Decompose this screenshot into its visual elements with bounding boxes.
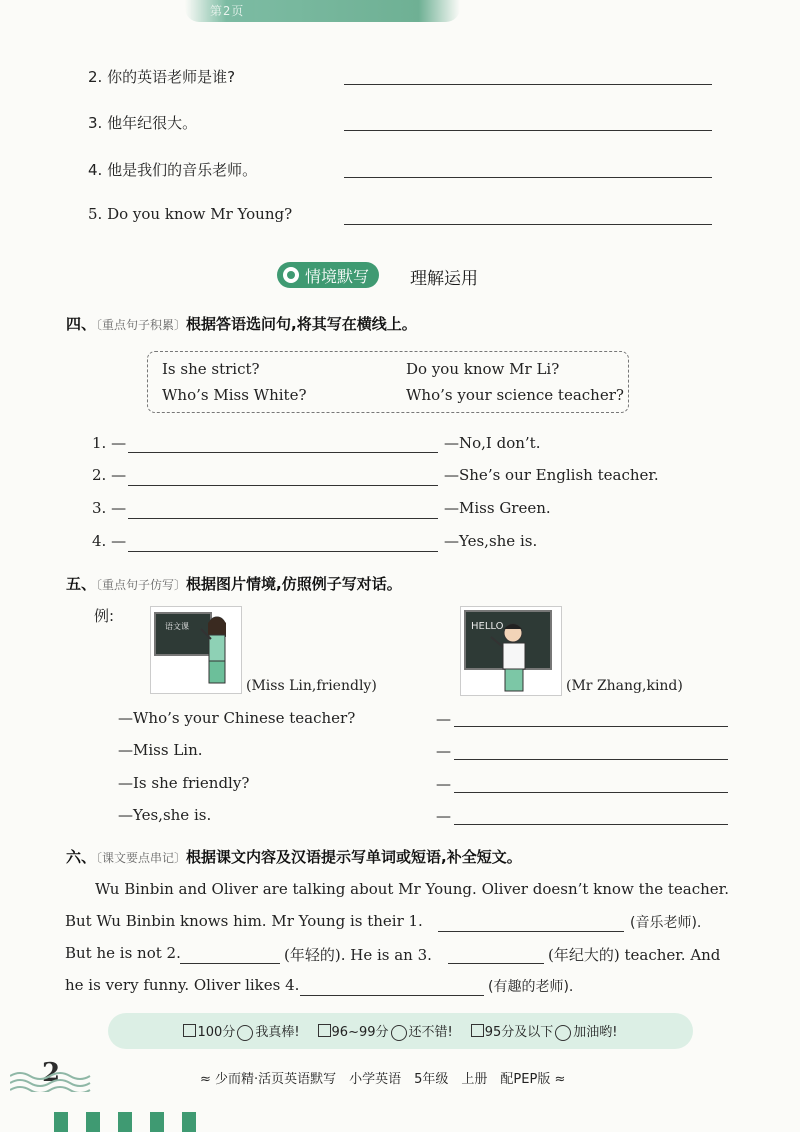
wave-decoration-icon xyxy=(10,1070,100,1092)
q4-answer-3: —Miss Green. xyxy=(444,499,551,517)
passage-line-1: Wu Binbin and Oliver are talking about Mr Young. Oliver doesn’t know the teacher. xyxy=(95,880,729,898)
answer-line[interactable] xyxy=(344,177,712,178)
footer-text: ≈ 少而精·活页英语默写 小学英语 5年级 上册 配PEP版 ≈ xyxy=(200,1072,566,1087)
blank-4[interactable] xyxy=(300,995,484,996)
q3-item-3: 3. 他年纪很大。 xyxy=(88,114,198,132)
dash: — xyxy=(436,807,451,825)
checkbox-icon xyxy=(183,1024,196,1037)
blank-1[interactable] xyxy=(438,931,624,932)
answer-line[interactable] xyxy=(454,824,728,825)
q3-item-4: 4. 他是我们的音乐老师。 xyxy=(88,161,258,179)
cheer-face-icon xyxy=(555,1025,571,1041)
right-caption: (Mr Zhang,kind) xyxy=(566,678,683,694)
board-text-left: 语文课 xyxy=(165,622,189,631)
passage-line-4b: (有趣的老师). xyxy=(488,979,574,995)
teacher-zhang-illustration xyxy=(461,607,561,695)
picture-teacher-zhang xyxy=(460,606,562,696)
part5-heading: 五、〔重点句子仿写〕根据图片情境,仿照例子写对话。 xyxy=(66,575,402,593)
example-label: 例: xyxy=(94,607,115,625)
answer-line[interactable] xyxy=(454,759,728,760)
dash: — xyxy=(436,710,451,728)
answer-line[interactable] xyxy=(128,518,438,519)
banner-text: 第2页 xyxy=(210,4,245,18)
answer-line[interactable] xyxy=(128,551,438,552)
dialogue-line-1: —Who’s your Chinese teacher? xyxy=(118,709,356,727)
passage-line-4a: he is very funny. Oliver likes 4. xyxy=(65,976,300,994)
answer-line[interactable] xyxy=(344,130,712,131)
checkbox-icon xyxy=(471,1024,484,1037)
option-3: Who’s Miss White? xyxy=(162,386,307,404)
dialogue-line-4: —Yes,she is. xyxy=(118,806,212,824)
q4-answer-4: —Yes,she is. xyxy=(444,532,538,550)
q4-num-1: 1. — xyxy=(92,434,127,452)
part4-heading: 四、〔重点句子积累〕根据答语选问句,将其写在横线上。 xyxy=(66,315,417,333)
passage-line-3b: (年轻的). He is an 3. xyxy=(284,946,432,964)
option-1: Is she strict? xyxy=(162,360,260,378)
content-face-icon xyxy=(391,1025,407,1041)
answer-line[interactable] xyxy=(128,452,438,453)
answer-line[interactable] xyxy=(128,485,438,486)
option-4: Who’s your science teacher? xyxy=(406,386,624,404)
board-text-right: HELLO xyxy=(471,621,504,632)
dash: — xyxy=(436,775,451,793)
passage-line-3a: But he is not 2. xyxy=(65,944,181,962)
q4-num-4: 4. — xyxy=(92,532,127,550)
checkbox-icon xyxy=(318,1024,331,1037)
dialogue-line-2: —Miss Lin. xyxy=(118,741,203,759)
q4-num-2: 2. — xyxy=(92,466,127,484)
score-option-3[interactable]: 95分及以下 加油哟! xyxy=(471,1021,618,1041)
top-banner xyxy=(185,0,460,22)
dash: — xyxy=(436,742,451,760)
blank-3[interactable] xyxy=(448,963,544,964)
q4-answer-2: —She’s our English teacher. xyxy=(444,466,659,484)
q3-item-5: 5. Do you know Mr Young? xyxy=(88,205,293,223)
answer-line[interactable] xyxy=(454,792,728,793)
answer-line[interactable] xyxy=(344,224,712,225)
q3-item-2: 2. 你的英语老师是谁? xyxy=(88,68,236,86)
q4-answer-1: —No,I don’t. xyxy=(444,434,541,452)
picture-teacher-lin xyxy=(150,606,242,694)
passage-line-2a: But Wu Binbin knows him. Mr Young is their 1. xyxy=(65,912,423,930)
blank-2[interactable] xyxy=(180,963,280,964)
section-banner: 情境默写 xyxy=(277,262,379,288)
section-subtitle: 理解运用 xyxy=(410,269,478,289)
smile-face-icon xyxy=(237,1025,253,1041)
camera-icon xyxy=(283,267,299,283)
option-2: Do you know Mr Li? xyxy=(406,360,560,378)
bottom-block xyxy=(54,1112,68,1132)
bottom-block xyxy=(86,1112,100,1132)
page-number: 2 xyxy=(42,1058,61,1088)
bottom-block xyxy=(150,1112,164,1132)
bottom-block xyxy=(118,1112,132,1132)
answer-line[interactable] xyxy=(344,84,712,85)
part6-heading: 六、〔课文要点串记〕根据课文内容及汉语提示写单词或短语,补全短文。 xyxy=(66,848,522,866)
dialogue-line-3: —Is she friendly? xyxy=(118,774,250,792)
q4-num-3: 3. — xyxy=(92,499,127,517)
passage-line-2b: (音乐老师). xyxy=(630,915,702,931)
teacher-lin-illustration xyxy=(151,607,241,693)
answer-line[interactable] xyxy=(454,726,728,727)
passage-line-3c: (年纪大的) teacher. And xyxy=(548,946,721,964)
score-bar xyxy=(108,1013,693,1049)
score-option-1[interactable]: 100分 我真棒! xyxy=(183,1021,299,1041)
score-option-2[interactable]: 96~99分 还不错! xyxy=(318,1021,453,1041)
left-caption: (Miss Lin,friendly) xyxy=(246,678,377,694)
bottom-block xyxy=(182,1112,196,1132)
